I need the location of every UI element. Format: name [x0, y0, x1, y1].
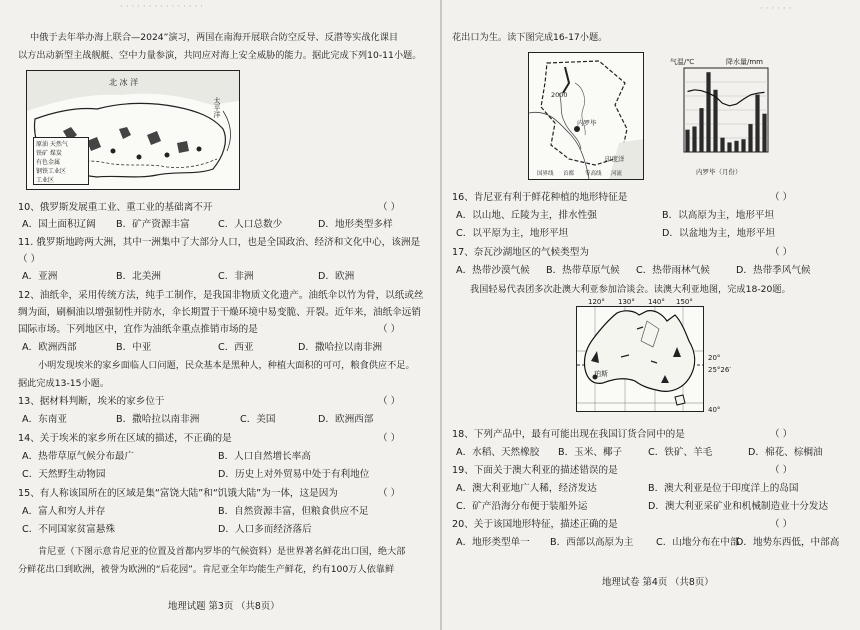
q17-stem: 17、奈瓦沙湖地区的气候类型为	[452, 247, 589, 258]
lon-label: 150°	[676, 298, 693, 306]
precipitation-bar	[762, 114, 766, 152]
q17-option-d[interactable]: D．热带季风气候	[736, 265, 811, 276]
q12-option-a[interactable]: A．欧洲西部	[22, 342, 77, 353]
intro-16-17-line-2: 分鲜花出口到欧洲，被誉为欧洲的“后花园”。肯尼亚全年均能生产鲜花，约有100万人依靠鲜	[18, 564, 395, 575]
q15-stem: 15、有人称该国所在的区域是集“富饶大陆”和“饥饿大陆”为一体，这是因为	[18, 488, 338, 499]
q19-stem: 19、下面关于澳大利亚的描述错误的是	[452, 465, 618, 476]
q16-option-a[interactable]: A．以山地、丘陵为主，排水性强	[456, 210, 597, 221]
intro-13-15-line-1: 小明发现埃米的家乡面临人口问题，民众基本是黑种人，种植大面积的可可，粮食供应不足。	[38, 360, 415, 371]
climate-ylabel-left: 气温/℃	[670, 58, 695, 66]
map1-legend-item: 原油 天然气	[36, 141, 68, 148]
australia-map-frame	[576, 306, 704, 412]
q20-option-d[interactable]: D．地势东西低，中部高	[736, 537, 840, 548]
lat-label: 20°	[708, 354, 721, 362]
q10-answer-paren[interactable]: （ ）	[378, 202, 401, 213]
map3-city-label: 珀斯	[594, 370, 608, 378]
q15-answer-paren[interactable]: （ ）	[378, 488, 401, 499]
q11-answer-paren[interactable]: （ ）	[18, 254, 41, 265]
russia-resource-map	[26, 70, 240, 190]
q14-option-b[interactable]: B．人口自然增长率高	[218, 451, 311, 462]
precipitation-bar	[755, 95, 759, 152]
left-page	[18, 0, 438, 630]
q13-option-d[interactable]: D．欧洲西部	[318, 414, 374, 425]
precipitation-bar	[706, 72, 710, 152]
kenya-map-svg	[529, 53, 643, 179]
lat-label: 25°26′	[708, 366, 731, 374]
q16-option-c[interactable]: C．以平原为主，地形平坦	[456, 228, 569, 239]
intro-10-11-line-1: 中俄于去年举办海上联合—2024”演习，两国在南海开展联合防空反导、反潜等实战化课目	[30, 32, 399, 43]
page-fold-line	[440, 0, 442, 630]
precipitation-bar	[685, 130, 689, 152]
climate-chart-svg	[666, 52, 786, 178]
map2-elev-label: 2000	[551, 91, 568, 99]
q15-option-d[interactable]: D．人口多而经济落后	[218, 524, 312, 535]
precipitation-bar	[699, 108, 703, 152]
precipitation-bar	[734, 141, 738, 152]
q17-option-c[interactable]: C．热带雨林气候	[636, 265, 710, 276]
intro-13-15-line-2: 据此完成13-15小题。	[18, 378, 110, 389]
map1-ocean-east-label: 太平洋	[213, 97, 221, 118]
temperature-curve	[688, 90, 765, 106]
q19-option-a[interactable]: A．澳大利亚地广人稀，经济发达	[456, 483, 597, 494]
map1-legend-item: 工业区	[36, 177, 55, 184]
q11-option-a[interactable]: A．亚洲	[22, 271, 58, 282]
q11-stem: 11. 俄罗斯地跨两大洲，其中一洲集中了大部分人口，也是全国政治、经济和文化中心，该洲是	[18, 237, 421, 248]
intro-16-17-line-1: 肯尼亚（下图示意肯尼亚的位置及首都内罗毕的气候资料）是世界著名鲜花出口国，绝大部	[38, 546, 406, 557]
q10-option-b[interactable]: B．矿产资源丰富	[116, 219, 190, 230]
q18-option-a[interactable]: A．水稻、天然橡胶	[456, 447, 540, 458]
q11-option-c[interactable]: C．非洲	[218, 271, 254, 282]
q12-stem-line-3: 国际市场。下列地区中，宜作为油纸伞重点推销市场的是	[18, 324, 258, 335]
q14-stem: 14、关于埃米的家乡所在区域的描述，不正确的是	[18, 433, 232, 444]
map1-ocean-north-label: 北 冰 洋	[109, 78, 139, 87]
nairobi-climate-chart	[666, 52, 786, 178]
q20-answer-paren[interactable]: （ ）	[770, 519, 793, 530]
q12-stem-line-2: 绸为面，刷桐油以增强韧性并防水，伞长期置于干燥环境中易变脆、开裂。近年来，油纸伞远销	[18, 307, 421, 318]
precipitation-bar	[727, 142, 731, 152]
precipitation-bar	[748, 124, 752, 152]
q19-answer-paren[interactable]: （ ）	[770, 465, 793, 476]
q15-option-a[interactable]: A．富人和穷人并存	[22, 506, 106, 517]
q15-option-b[interactable]: B．自然资源丰富，但粮食供应不足	[218, 506, 369, 517]
q15-option-c[interactable]: C．不同国家贫富悬殊	[22, 524, 116, 535]
q19-option-d[interactable]: D．澳大利亚采矿业和机械制造业十分发达	[648, 501, 829, 512]
intro-16-17-line-3: 花出口为生。读下图完成16-17小题。	[452, 32, 608, 43]
q17-option-a[interactable]: A．热带沙漠气候	[456, 265, 530, 276]
right-page-footer: 地理试卷 第4页 （共8页）	[602, 577, 714, 588]
q14-option-c[interactable]: C．天然野生动物园	[22, 469, 106, 480]
q10-option-a[interactable]: A．国土面积辽阔	[22, 219, 96, 230]
q12-option-d[interactable]: D．撒哈拉以南非洲	[298, 342, 383, 353]
australia-map-svg	[577, 307, 703, 411]
q20-stem: 20、关于该国地形特征，描述正确的是	[452, 519, 618, 530]
q13-option-b[interactable]: B．撒哈拉以南非洲	[116, 414, 200, 425]
q19-option-b[interactable]: B．澳大利亚是位于印度洋上的岛国	[648, 483, 799, 494]
q16-answer-paren[interactable]: （ ）	[770, 192, 793, 203]
map2-legend-item: 等高线	[585, 171, 602, 177]
q20-option-c[interactable]: C．山地分布在中部	[656, 537, 740, 548]
intro-18-20: 我国轻易代表团多次赴澳大利亚参加洽谈会。读澳大利亚地图，完成18-20题。	[470, 284, 791, 295]
map1-legend-item: 钢铁工业区	[36, 168, 67, 175]
q18-option-b[interactable]: B．玉米、椰子	[558, 447, 623, 458]
q17-option-b[interactable]: B．热带草原气候	[546, 265, 620, 276]
lon-label: 130°	[618, 298, 635, 306]
intro-10-11-line-2: 以方出动新型主战舰艇、空中力量参演，共同应对海上安全威胁的能力。据此完成下列10-11小题。	[18, 50, 422, 61]
q11-option-b[interactable]: B．北美洲	[116, 271, 161, 282]
lat-label: 40°	[708, 406, 721, 414]
map2-legend-item: 首都	[563, 171, 575, 177]
bleed-through-text: · · · · · · · · · · · · · · ·	[120, 2, 203, 12]
q12-option-c[interactable]: C．西亚	[218, 342, 254, 353]
precipitation-bar	[692, 126, 696, 152]
q13-stem: 13、据材料判断，埃米的家乡位于	[18, 396, 165, 407]
map1-legend-item: 铁矿 煤炭	[36, 150, 62, 157]
map1-legend	[33, 137, 89, 185]
left-page-footer: 地理试题 第3页 （共8页）	[168, 601, 280, 612]
q20-option-a[interactable]: A．地形类型单一	[456, 537, 530, 548]
right-page	[452, 0, 852, 630]
q14-answer-paren[interactable]: （ ）	[378, 433, 401, 444]
precipitation-bar	[720, 138, 724, 152]
q16-option-b[interactable]: B．以高原为主，地形平坦	[662, 210, 775, 221]
q19-option-c[interactable]: C．矿产沿海分布便于装船外运	[456, 501, 588, 512]
q18-stem: 18、下列产品中，最有可能出现在我国订货合同中的是	[452, 429, 685, 440]
map2-ocean-label: 印度洋	[605, 155, 625, 163]
q10-option-c[interactable]: C．人口总数少	[218, 219, 283, 230]
q12-option-b[interactable]: B．中亚	[116, 342, 152, 353]
precipitation-bar	[713, 90, 717, 152]
bleed-through-text: · · · · · ·	[760, 4, 792, 14]
q11-option-d[interactable]: D．欧洲	[318, 271, 355, 282]
q18-answer-paren[interactable]: （ ）	[770, 429, 793, 440]
lon-label: 140°	[648, 298, 665, 306]
q10-option-d[interactable]: D．地形类型多样	[318, 219, 393, 230]
climate-ylabel-right: 降水量/mm	[726, 58, 763, 66]
q18-option-d[interactable]: D．棉花、棕榈油	[748, 447, 823, 458]
map2-city-label: 内罗毕	[577, 119, 597, 127]
q16-option-d[interactable]: D．以盆地为主，地形平坦	[662, 228, 775, 239]
q17-answer-paren[interactable]: （ ）	[770, 247, 793, 258]
q13-option-c[interactable]: C．美国	[240, 414, 276, 425]
q14-option-d[interactable]: D．历史上对外贸易中处于有利地位	[218, 469, 370, 480]
map2-legend-item: 河流	[611, 171, 623, 177]
lon-label: 120°	[588, 298, 605, 306]
q18-option-c[interactable]: C．铁矿、羊毛	[648, 447, 713, 458]
q20-option-b[interactable]: B．西部以高原为主	[550, 537, 634, 548]
climate-xlabel: 内罗毕（月份）	[696, 168, 742, 176]
australia-map	[572, 296, 706, 422]
q14-option-a[interactable]: A．热带草原气候分布最广	[22, 451, 135, 462]
map1-legend-item: 有色金属	[36, 159, 61, 166]
q13-option-a[interactable]: A．东南亚	[22, 414, 67, 425]
q10-stem: 10、俄罗斯发展重工业、重工业的基础离不开	[18, 202, 213, 213]
q12-answer-paren[interactable]: （ ）	[378, 324, 401, 335]
map2-legend-item: 国界线	[537, 171, 554, 177]
q12-stem-line-1: 12、油纸伞，采用传统方法，纯手工制作，是我国非物质文化遗产。油纸伞以竹为骨，以纸或丝	[18, 290, 424, 301]
precipitation-bar	[741, 139, 745, 152]
q13-answer-paren[interactable]: （ ）	[378, 396, 401, 407]
q16-stem: 16、肯尼亚有利于鲜花种植的地形特征是	[452, 192, 628, 203]
kenya-location-map	[528, 52, 644, 180]
